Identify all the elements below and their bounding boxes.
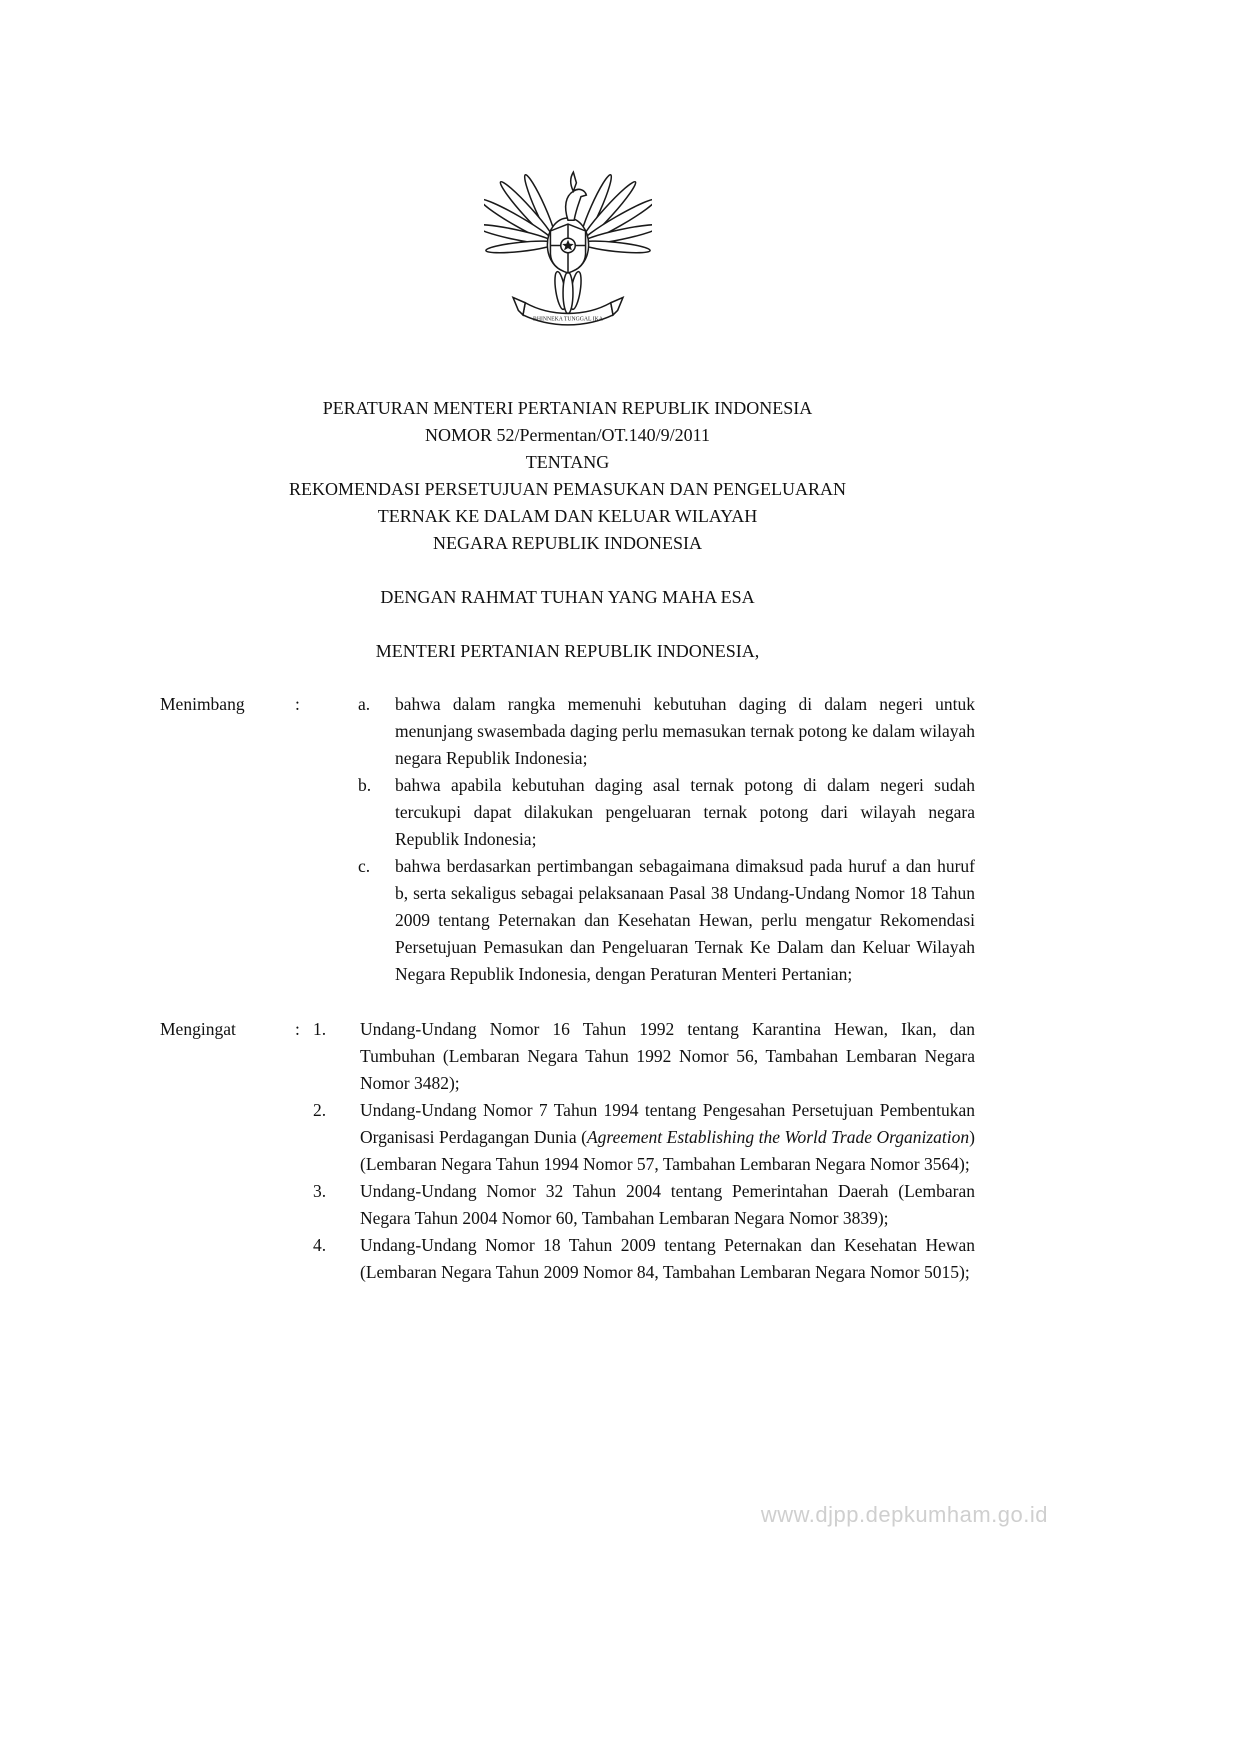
title-line: TENTANG [525,452,610,472]
document-title-block [160,395,975,557]
clause-items [313,1016,975,1286]
clause-separator: : [295,1019,300,1039]
clause-items [313,691,975,988]
issuer-line: MENTERI PERTANIAN REPUBLIK INDONESIA, [375,641,760,661]
item-text [360,1097,975,1178]
watermark: www.djpp.depkumham.go.id [760,1502,1048,1527]
title-line: REKOMENDASI PERSETUJUAN PEMASUKAN DAN PENGELUARAN [288,479,847,499]
list-item [313,1097,975,1178]
item-marker: c. [358,856,371,876]
item-text-segment: ) (Lembaran Negara Tahun 1994 Nomor 57, Tambahan Lembaran Negara Nomor 3564); [360,1127,975,1174]
item-text: bahwa dalam rangka memenuhi kebutuhan daging di dalam negeri untuk menunjang swasembada daging perlu memasukan ternak potong ke dalam wilayah negara Republik Indonesia; [395,694,975,768]
item-text: Undang-Undang Nomor 32 Tahun 2004 tentang Pemerintahan Daerah (Lembaran Negara Tahun 2004 Nomor 60, Tambahan Lembaran Negara Nomor 3839); [360,1181,975,1228]
item-text: Undang-Undang Nomor 16 Tahun 1992 tentang Karantina Hewan, Ikan, dan Tumbuhan (Lembaran Negara Tahun 1992 Nomor 56, Tambahan Lembaran Negara Nomor 3482); [360,1019,975,1093]
item-marker: 1. [313,1019,327,1039]
clause-separator: : [295,694,300,714]
list-item [313,853,975,988]
item-text: bahwa apabila kebutuhan daging asal ternak potong di dalam negeri sudah tercukupi dapat dilakukan pengeluaran ternak potong dari wilayah negara Republik Indonesia; [395,775,975,849]
item-text: Undang-Undang Nomor 18 Tahun 2009 tentang Peternakan dan Kesehatan Hewan (Lembaran Negara Tahun 2009 Nomor 84, Tambahan Lembaran Negara Nomor 5015); [360,1235,975,1282]
list-item [313,691,975,772]
item-marker: 2. [313,1100,327,1120]
banner-motto-text: BHINNEKA TUNGGAL IKA [532,315,603,322]
title-line: NOMOR 52/Permentan/OT.140/9/2011 [425,425,710,445]
clause-label: Mengingat [160,1019,236,1039]
item-marker: a. [358,694,371,714]
item-text: bahwa berdasarkan pertimbangan sebagaimana dimaksud pada huruf a dan huruf b, serta sekaligus sebagai pelaksanaan Pasal 38 Undang-Undang Nomor 18 Tahun 2009 tentang Peternakan dan Kesehatan Hewan, perlu mengatur Rekomendasi Persetujuan Pemasukan dan Pengeluaran Ternak Ke Dalam dan Keluar Wilayah Negara Republik Indonesia, dengan Peraturan Menteri Pertanian; [395,856,975,984]
garuda-eagle-icon [484,151,652,343]
list-item [313,1178,975,1232]
item-text-italic-segment: Agreement Establishing the World Trade Organization [586,1127,970,1147]
list-item [313,772,975,853]
item-text-segment: Undang-Undang Nomor 7 Tahun 1994 tentang Pengesahan Persetujuan Pembentukan Organisasi Perdagangan Dunia ( [360,1100,975,1147]
list-item [313,1232,975,1286]
title-line: NEGARA REPUBLIK INDONESIA [433,533,702,553]
section-menimbang [160,691,975,988]
clause-label: Menimbang [160,694,245,714]
garuda-pancasila-emblem [483,148,653,345]
title-line: TERNAK KE DALAM DAN KELUAR WILAYAH [377,506,758,526]
item-marker: 4. [313,1235,327,1255]
item-marker: 3. [313,1181,327,1201]
section-mengingat [160,1016,975,1286]
title-line: PERATURAN MENTERI PERTANIAN REPUBLIK INDONESIA [322,398,813,418]
item-marker: b. [358,775,372,795]
list-item [313,1016,975,1097]
invocation-line: DENGAN RAHMAT TUHAN YANG MAHA ESA [380,587,755,607]
